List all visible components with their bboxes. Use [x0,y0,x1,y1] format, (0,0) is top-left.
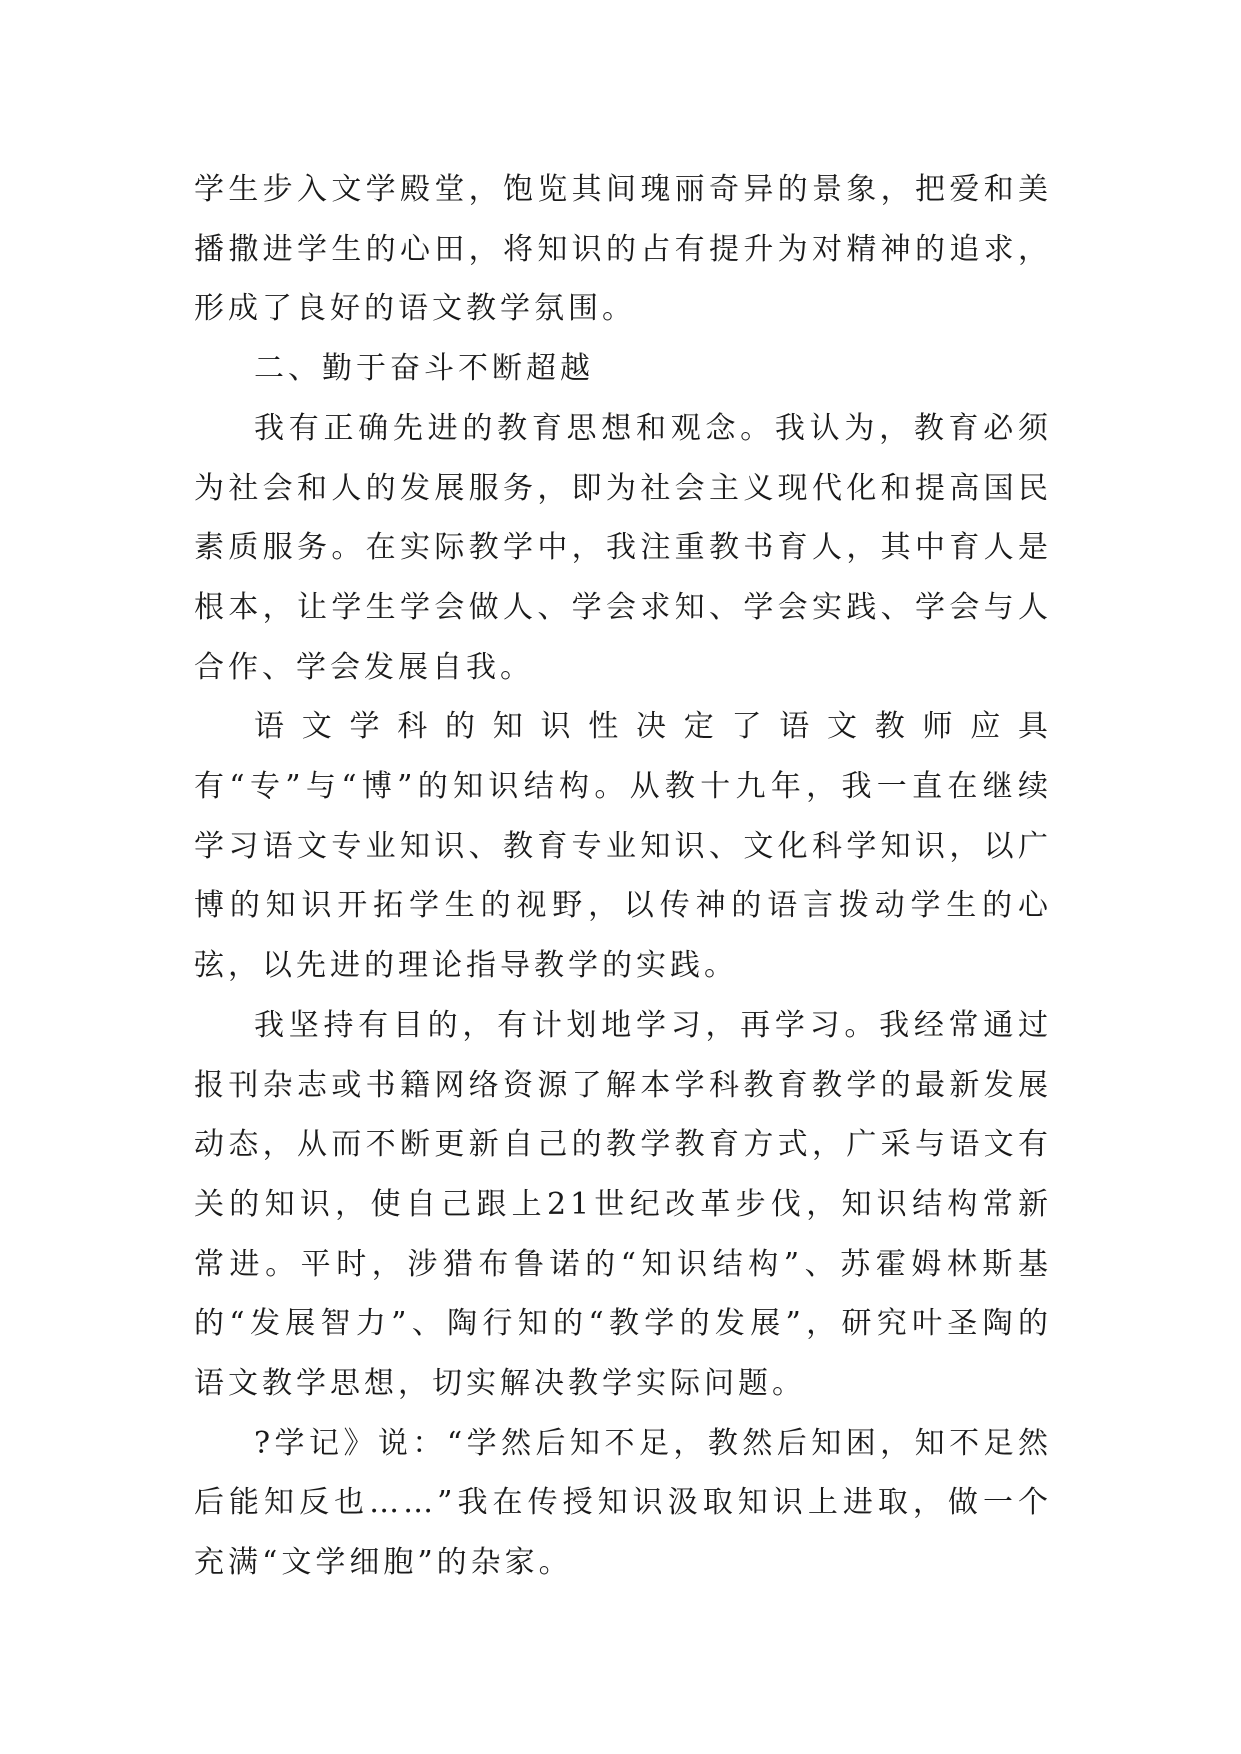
paragraph-continuous-learning: 我坚持有目的，有计划地学习，再学习。我经常通过报刊杂志或书籍网络资源了解本学科教育教学的最新发展动态，从而不断更新自己的教学教育方式，广采与语文有关的知识，使自己跟上21世纪改革步伐，知识结构常新常进。平时，涉猎布鲁诺的“知识结构”、苏霍姆林斯基的“发展智力”、陶行知的“教学的发展”，研究叶圣陶的语文教学思想，切实解决教学实际问题。 [194,1007,1052,1402]
document-body [194,160,1052,1593]
paragraph-knowledge-structure: 语文学科的知识性决定了语文教师应具有“专”与“博”的知识结构。从教十九年，我一直在继续学习语文专业知识、教育专业知识、文化科学知识，以广博的知识开拓学生的视野，以传神的语言拨动学生的心弦，以先进的理论指导教学的实践。 [194,709,1052,984]
paragraph-education-philosophy: 我有正确先进的教育思想和观念。我认为，教育必须为社会和人的发展服务，即为社会主义现代化和提高国民素质服务。在实际教学中，我注重教书育人，其中育人是根本，让学生学会做人、学会求知、学会实践、学会与人合作、学会发展自我。 [194,410,1052,685]
section-heading: 二、勤于奋斗不断超越 [254,351,594,387]
paragraph-xueji-quote: ?学记》说：“学然后知不足，教然后知困，知不足然后能知反也……”我在传授知识汲取知识上进取，做一个充满“文学细胞”的杂家。 [194,1425,1052,1581]
paragraph-continuation: 学生步入文学殿堂，饱览其间瑰丽奇异的景象，把爱和美播撒进学生的心田，将知识的占有提升为对精神的追求，形成了良好的语文教学氛围。 [194,172,1052,327]
